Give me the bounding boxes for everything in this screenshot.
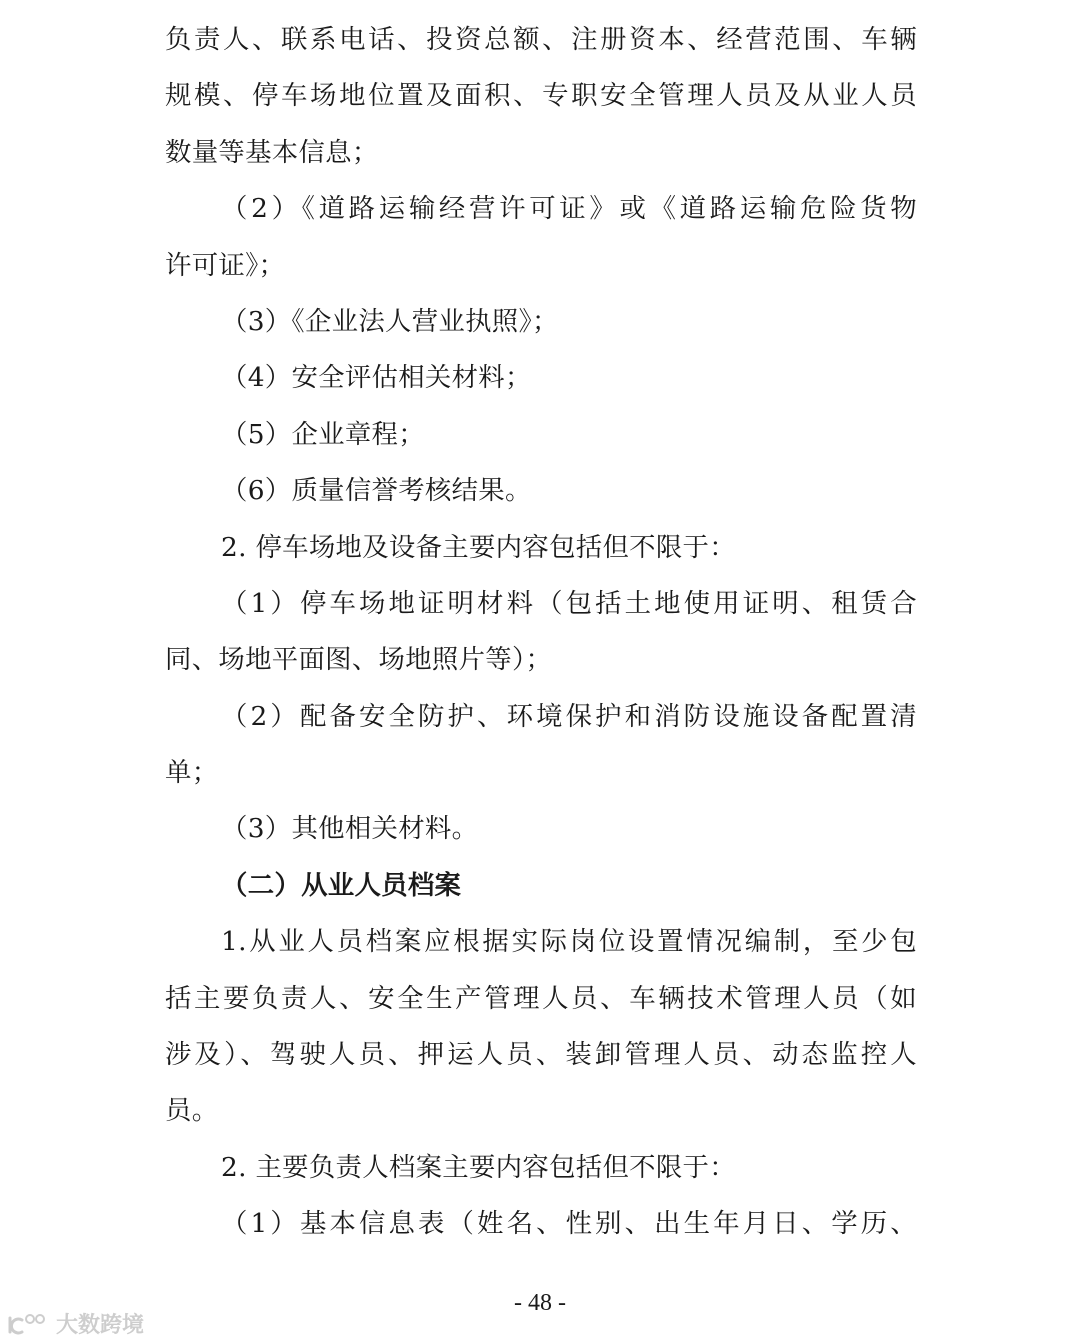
list-item: （2）《道路运输经营许可证》或《道路运输危险货物 — [221, 193, 917, 225]
body-line: 许可证》； — [165, 249, 286, 281]
body-line: 规模、停车场地位置及面积、专职安全管理人员及从业人员 — [165, 80, 917, 112]
section-heading: （二）从业人员档案 — [221, 869, 462, 901]
body-line: 涉及）、驾驶人员、押运人员、装卸管理人员、动态监控人 — [165, 1039, 917, 1071]
section-item: 2. 停车场地及设备主要内容包括但不限于： — [221, 531, 736, 563]
body-line: 数量等基本信息； — [165, 136, 379, 168]
document-page — [165, 12, 917, 1253]
body-line: 括主要负责人、安全生产管理人员、车辆技术管理人员（如 — [165, 982, 917, 1014]
list-item: （5）企业章程； — [221, 418, 425, 450]
list-item: （2）配备安全防护、环境保护和消防设施设备配置清 — [221, 700, 917, 732]
list-item: （1）基本信息表（姓名、性别、出生年月日、学历、 — [221, 1208, 917, 1240]
body-line: 员。 — [165, 1095, 219, 1127]
body-line: 单； — [165, 757, 219, 789]
watermark — [6, 1308, 144, 1339]
watermark-text: 大数跨境 — [56, 1313, 145, 1338]
body-line: 负责人、联系电话、投资总额、注册资本、经营范围、车辆 — [165, 24, 917, 55]
1688-logo-icon — [6, 1312, 50, 1336]
body-line: 同、场地平面图、场地照片等）； — [165, 644, 553, 676]
list-item: （3）《企业法人营业执照》； — [221, 305, 559, 337]
section-item: 2. 主要负责人档案主要内容包括但不限于： — [221, 1151, 736, 1183]
section-item: 1.从业人员档案应根据实际岗位设置情况编制，至少包 — [221, 926, 917, 958]
list-item: （4）安全评估相关材料； — [221, 362, 532, 394]
list-item: （6）质量信誉考核结果。 — [221, 475, 532, 507]
page-number: - 48 - — [514, 1290, 566, 1316]
list-item: （3）其他相关材料。 — [221, 813, 479, 845]
list-item: （1）停车场地证明材料（包括土地使用证明、租赁合 — [221, 587, 917, 619]
